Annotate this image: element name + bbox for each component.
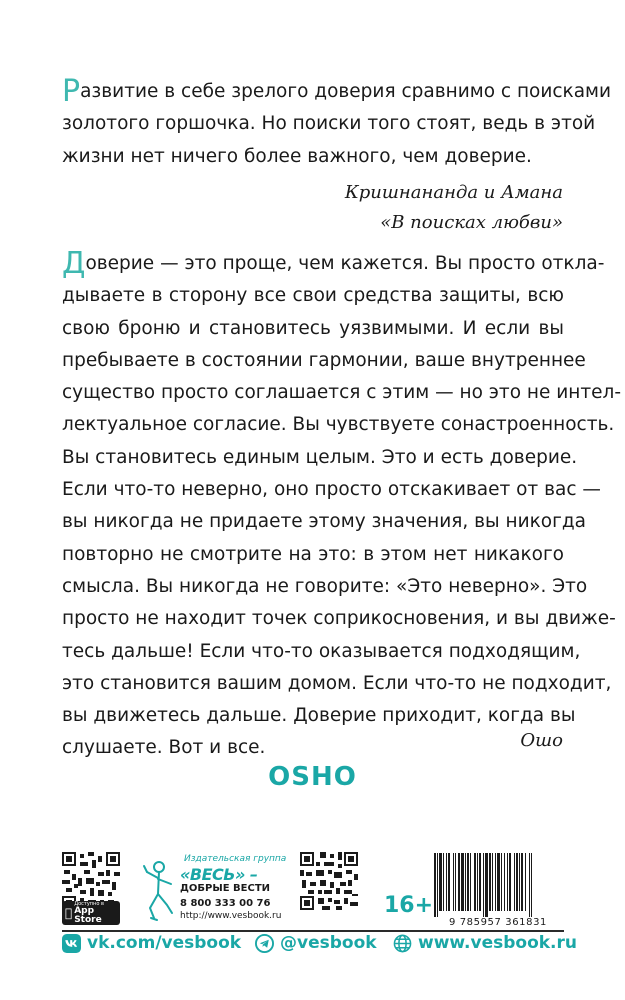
website-link-text: www.vesbook.ru: [418, 933, 577, 953]
age-rating: 16+: [384, 893, 434, 918]
vk-link-text: vk.com/vesbook: [87, 933, 242, 953]
quote2-line-4: пребываете в состоянии гармонии, ваше внутреннее: [62, 349, 586, 371]
quote2-line-12: просто не находит точек соприкосновения, и вы движе-: [62, 608, 616, 630]
quote2-line-2: дываете в сторону все свои средства защиты, всю: [62, 285, 564, 307]
apple-icon: [65, 906, 72, 920]
quote2-line-5: существо просто соглашается с этим — но это не интел-: [62, 382, 622, 404]
globe-icon: [393, 934, 412, 953]
website-link[interactable]: [393, 931, 577, 955]
quote2-line-7: Вы становитесь единым целым. Это и есть доверие.: [62, 446, 578, 468]
quote1-line-1: Развитие в себе зрелого доверия сравнимо с поисками: [62, 74, 612, 109]
quote2-line-11: смысла. Вы никогда не говорите: «Это неверно». Это: [62, 575, 588, 597]
quote2-line-15: вы движетесь дальше. Доверие приходит, когда вы: [62, 705, 576, 727]
quote2-line-9: вы никогда не придаете этому значения, вы никогда: [62, 511, 586, 533]
app-store-badge[interactable]: [62, 901, 120, 925]
publisher-tagline: ДОБРЫЕ ВЕСТИ: [180, 883, 271, 894]
telegram-link-text: @vesbook: [280, 933, 377, 953]
telegram-link[interactable]: [255, 931, 377, 955]
quote2-line-8: Если что-то неверно, оно просто отскакивает от вас —: [62, 479, 601, 501]
publisher-logo: [142, 852, 287, 926]
quote1-source: «В поисках любви»: [380, 212, 563, 233]
quote1-attribution: [345, 178, 563, 238]
qr-code-site[interactable]: [300, 852, 358, 910]
quote2-paragraph: [62, 246, 622, 765]
vk-link[interactable]: [62, 931, 241, 955]
vk-icon: [62, 934, 81, 953]
quote1-line-3: жизни нет ничего более важного, чем доверие.: [62, 145, 532, 167]
publisher-url[interactable]: http://www.vesbook.ru: [180, 911, 282, 921]
quote1-author: Кришнананда и Амана: [344, 182, 563, 203]
quote2-line-13: тесь дальше! Если что-то оказывается подходящим,: [62, 640, 581, 662]
messenger-figure-icon: [142, 858, 176, 924]
quote2-line-6: лектуальное согласие. Вы чувствуете сонастроенность.: [62, 414, 615, 436]
quote2-author: Ошо: [520, 730, 563, 751]
telegram-icon: [255, 934, 274, 953]
quote1-drop-cap: Р: [62, 74, 81, 109]
isbn-number: 9 785957 361831: [448, 917, 548, 928]
quote2-line-1: Доверие — это проще, чем кажется. Вы просто откла-: [62, 246, 605, 281]
barcode: [432, 853, 564, 921]
quote2-line-3: свою броню и становитесь уязвимыми. И если вы: [62, 317, 564, 339]
publisher-name: «ВЕСЬ» –: [180, 865, 258, 884]
quote2-drop-cap: Д: [62, 246, 86, 281]
quote2-line-10: повторно не смотрите на это: в этом нет никакого: [62, 543, 564, 565]
quote2-line-16: слушаете. Вот и все.: [62, 737, 266, 759]
quote1-line-2: золотого горшочка. Но поиски того стоят, ведь в этой: [62, 113, 596, 135]
publisher-phone: 8 800 333 00 76: [180, 898, 271, 909]
app-store-text: Доступно в App Store: [67, 900, 97, 925]
quote1-paragraph: [62, 74, 612, 173]
osho-logo: OSHO: [268, 762, 357, 792]
publisher-group: Издательская группа: [184, 854, 287, 864]
quote2-line-14: это становится вашим домом. Если что-то не подходит,: [62, 672, 612, 694]
quote2-attribution: [520, 726, 563, 756]
